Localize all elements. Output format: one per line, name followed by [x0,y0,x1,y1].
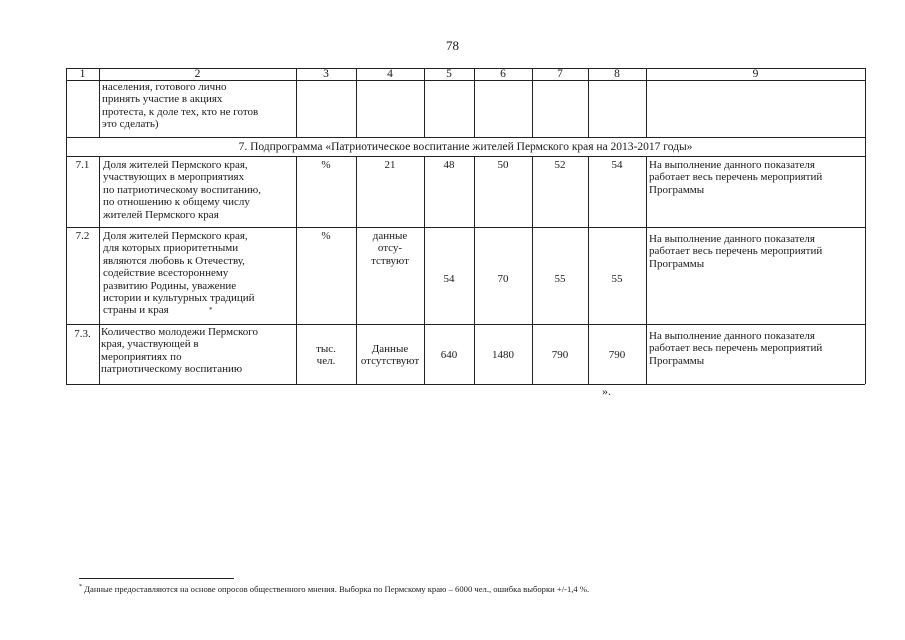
value-col-6: 50 [497,159,509,171]
note: На выполнение данного показателя работает весь перечень мероприятий Программы [649,330,823,367]
closing-quote: ». [602,384,611,398]
base-value: 21 [384,159,396,171]
indicator-name: Доля жителей Пермского края, для которых приоритетными являются любовь к Отечеству, содействие всестороннему развитию Родины, уважение истории и культурных традиций страны и края [103,230,255,317]
value-col-7: 55 [554,273,566,285]
footnote-mark-bottom: * [79,584,82,591]
value-col-7: 790 [551,349,569,361]
header-col-2: 2 [194,68,201,80]
note: На выполнение данного показателя работает весь перечень мероприятий Программы [649,233,823,270]
unit: % [321,159,331,171]
header-col-5: 5 [446,68,452,80]
base-value: данные отсу- тствуют [371,230,409,267]
base-value: Данные отсутствуют [360,343,420,368]
header-col-3: 3 [323,68,329,80]
footnote-rule [79,578,234,579]
value-col-8: 55 [611,273,623,285]
unit: % [321,230,331,242]
row-number: 7.3. [74,328,91,340]
header-col-4: 4 [387,68,393,80]
header-col-7: 7 [557,68,563,80]
indicators-table [66,68,865,384]
note: На выполнение данного показателя работает весь перечень мероприятий Программы [649,159,823,196]
value-col-6: 1480 [492,349,514,361]
row-number: 7.2 [75,230,90,242]
indicator-name: Количество молодежи Пермского края, участвующей в мероприятиях по патриотическому воспитанию [101,326,258,376]
footnote [79,584,589,594]
value-col-5: 54 [443,273,455,285]
indicator-name: Доля жителей Пермского края, участвующих в мероприятиях по патриотическому воспитанию, по отношению к общему числу жителей Пермского края [103,159,261,221]
header-col-8: 8 [614,68,620,80]
continued-row-name: населения, готового лично принять участие в акциях протеста, к доле тех, кто не готов это сделать) [102,81,259,131]
footnote-mark: * [209,306,213,314]
header-col-1: 1 [79,68,86,80]
value-col-6: 70 [497,273,509,285]
page-number: 78 [446,38,459,53]
section-title: 7. Подпрограмма «Патриотическое воспитание жителей Пермского края на 2013-2017 годы» [238,141,693,153]
value-col-7: 52 [554,159,566,171]
value-col-8: 54 [611,159,623,171]
value-col-8: 790 [608,349,626,361]
header-col-9: 9 [752,68,759,80]
value-col-5: 640 [440,349,458,361]
value-col-5: 48 [443,159,455,171]
row-number: 7.1 [75,159,90,171]
header-col-6: 6 [500,68,506,80]
footnote-text: Данные предоставляются на основе опросов общественного мнения. Выборка по Пермскому краю – 6000 чел., ошибка выборки +/-1,4 %. [84,584,590,594]
unit: тыс. чел. [316,343,336,368]
